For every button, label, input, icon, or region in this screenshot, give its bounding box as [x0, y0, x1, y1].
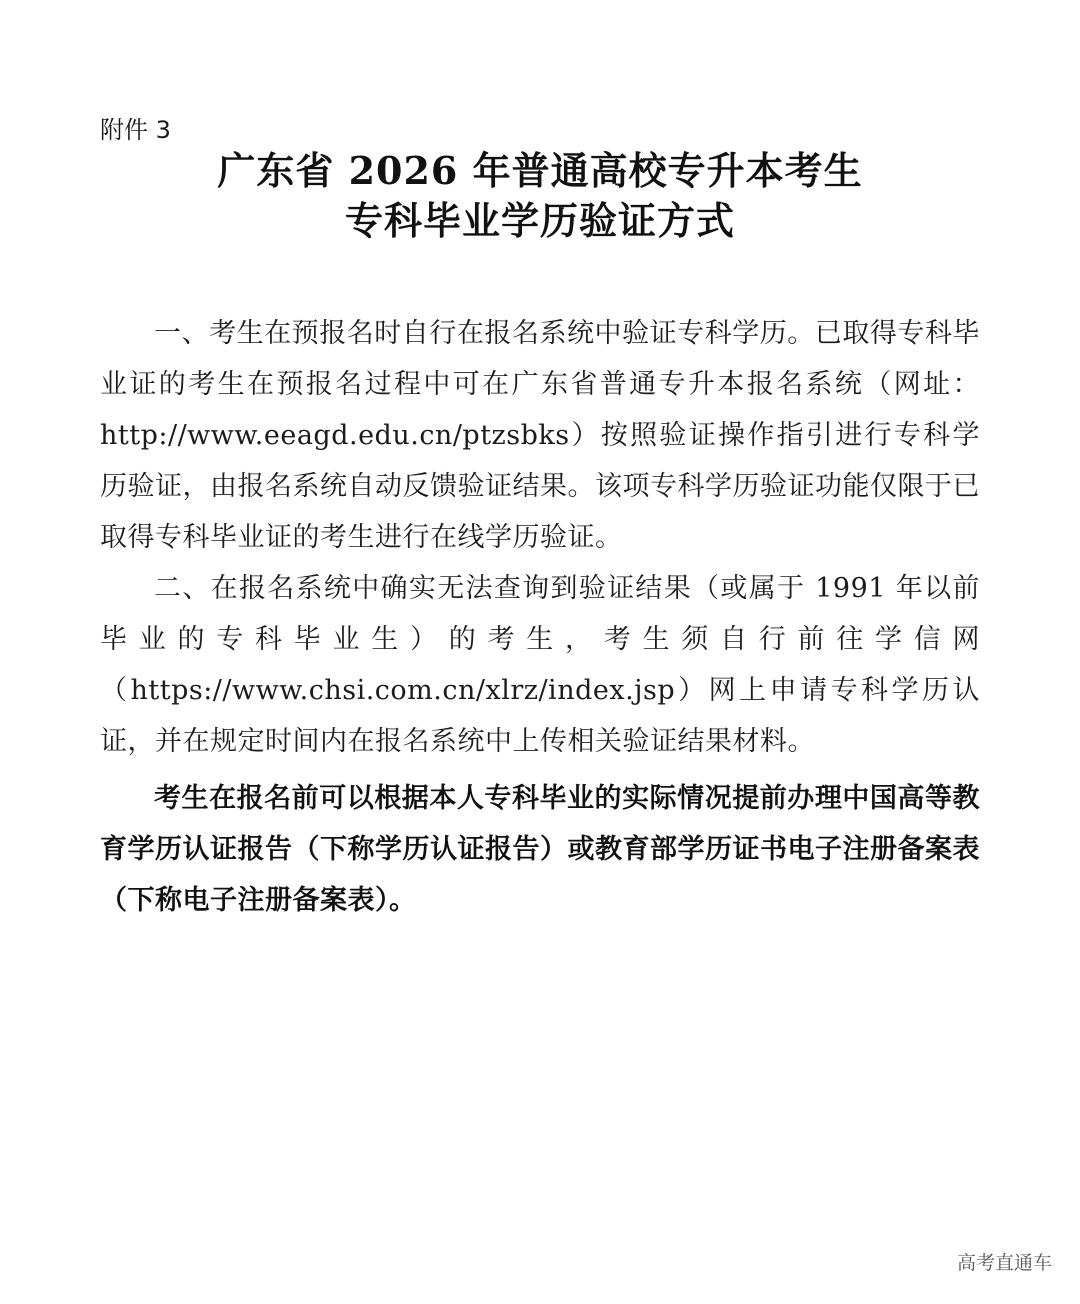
watermark: 高考直通车: [956, 1252, 1052, 1274]
document-body: [100, 308, 980, 926]
paragraph-advance-notice: 考生在报名前可以根据本人专科毕业的实际情况提前办理中国高等教育学历认证报告（下称学历认证报告）或教育部学历证书电子注册备案表（下称电子注册备案表）。: [100, 783, 980, 916]
paragraph-chsi-verification: 二、在报名系统中确实无法查询到验证结果（或属于 1991 年以前毕业的专科毕业生）的考生，考生须自行前往学信网（https://www.chsi.com.cn/xlrz/index.jsp）网上申请专科学历认证，并在规定时间内在报名系统中上传相关验证结果材料。: [100, 573, 980, 757]
title-line-2: 专科毕业学历验证方式: [344, 198, 735, 243]
document-title: [0, 146, 1080, 246]
attachment-label: 附件 3: [100, 116, 171, 144]
title-line-1: 广东省 2026 年普通高校专升本考生: [217, 148, 863, 193]
paragraph-online-verification: 一、考生在预报名时自行在报名系统中验证专科学历。已取得专科毕业证的考生在预报名过程中可在广东省普通专升本报名系统（网址：http://www.eeagd.edu.cn/ptzsbks）按照验证操作指引进行专科学历验证，由报名系统自动反馈验证结果。该项专科学历验证功能仅限于已取得专科毕业证的考生进行在线学历验证。: [100, 318, 980, 553]
